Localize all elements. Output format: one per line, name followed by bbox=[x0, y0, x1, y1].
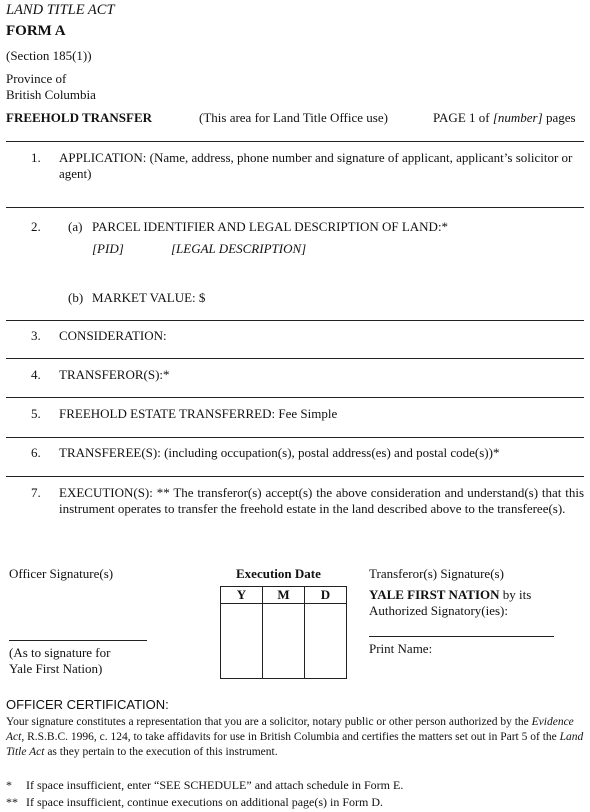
day-header: D bbox=[305, 587, 347, 604]
form-title: FORM A bbox=[6, 23, 66, 39]
section-number: 7. bbox=[31, 485, 41, 500]
act-title: LAND TITLE ACT bbox=[6, 2, 115, 18]
divider bbox=[6, 476, 584, 477]
certification-text bbox=[6, 715, 586, 760]
section-number: 2. bbox=[31, 219, 41, 234]
year-header: Y bbox=[221, 587, 263, 604]
day-cell[interactable] bbox=[305, 604, 347, 679]
footnote-1-mark: * bbox=[6, 778, 12, 792]
section-text: TRANSFEROR(S):* bbox=[59, 367, 170, 382]
evidence-act-ref: Evidence Act bbox=[6, 716, 574, 743]
page-suffix: pages bbox=[542, 110, 576, 125]
land-title-act-ref: Land Title Act bbox=[6, 731, 584, 758]
divider bbox=[6, 397, 584, 398]
section-number: 4. bbox=[31, 367, 41, 382]
certification-text-1: Your signature constitutes a representation that you are a solicitor, notary public or other person authorized by the bbox=[6, 716, 532, 728]
execution-date-label: Execution Date bbox=[236, 566, 321, 581]
section-text: CONSIDERATION: bbox=[59, 328, 167, 343]
document-title: FREEHOLD TRANSFER bbox=[6, 110, 153, 125]
transferor-signature-line bbox=[369, 636, 554, 637]
section-number: 5. bbox=[31, 406, 41, 421]
section-number: 6. bbox=[31, 445, 41, 460]
sub-label-b: (b) bbox=[68, 290, 84, 305]
transferor-name: YALE FIRST NATION bbox=[369, 587, 500, 602]
officer-note-line-1: (As to signature for bbox=[9, 645, 111, 660]
divider bbox=[6, 141, 584, 142]
officer-signature-line bbox=[9, 640, 147, 641]
section-text: EXECUTION(S): ** The transferor(s) accept(s) the above consideration and understand(s) that this instrument operates to transfer the freehold estate in the land described above to the transferee(s). bbox=[59, 485, 584, 516]
month-header: M bbox=[263, 587, 305, 604]
officer-signature-label: Officer Signature(s) bbox=[9, 566, 114, 581]
page-number-placeholder: [number] bbox=[492, 110, 543, 125]
certification-text-2: , R.S.B.C. 1996, c. 124, to take affidavits for use in British Columbia and certifies the matters set out in Part 5 of the bbox=[21, 731, 560, 743]
divider bbox=[6, 207, 584, 208]
page-prefix: PAGE 1 of bbox=[433, 110, 493, 125]
authorized-signatory-label: Authorized Signatory(ies): bbox=[369, 603, 508, 618]
divider bbox=[6, 358, 584, 359]
footnote-2-mark: ** bbox=[6, 795, 18, 809]
officer-note-line-2: Yale First Nation) bbox=[9, 661, 103, 676]
certification-title: OFFICER CERTIFICATION: bbox=[6, 697, 169, 712]
section-number: 1. bbox=[31, 150, 41, 165]
certification-text-3: as they pertain to the execution of this instrument. bbox=[44, 746, 278, 758]
execution-date-table bbox=[220, 586, 347, 679]
section-parcel bbox=[31, 219, 584, 309]
pid-placeholder: [PID] bbox=[92, 241, 124, 256]
section-text: TRANSFEREE(S): (including occupation(s), postal address(es) and postal code(s))* bbox=[59, 445, 500, 460]
section-number: 3. bbox=[31, 328, 41, 343]
province-line-1: Province of bbox=[6, 71, 67, 86]
transferor-signature-label: Transferor(s) Signature(s) bbox=[369, 566, 504, 581]
parcel-heading: PARCEL IDENTIFIER AND LEGAL DESCRIPTION OF LAND:* bbox=[92, 219, 449, 234]
market-value-label: MARKET VALUE: $ bbox=[92, 290, 206, 305]
section-text: FREEHOLD ESTATE TRANSFERRED: Fee Simple bbox=[59, 406, 338, 421]
sub-label-a: (a) bbox=[68, 219, 83, 234]
year-cell[interactable] bbox=[221, 604, 263, 679]
print-name-label: Print Name: bbox=[369, 641, 433, 656]
section-text: APPLICATION: (Name, address, phone number and signature of applicant, applicant’s solicitor or agent) bbox=[59, 150, 573, 181]
month-cell[interactable] bbox=[263, 604, 305, 679]
divider bbox=[6, 437, 584, 438]
page-count bbox=[433, 110, 576, 126]
footnote-2-text: If space insufficient, continue executions on additional page(s) in Form D. bbox=[26, 795, 384, 809]
office-use-note: (This area for Land Title Office use) bbox=[199, 110, 388, 125]
section-reference: (Section 185(1)) bbox=[6, 48, 92, 63]
divider bbox=[6, 320, 584, 321]
transferor-by: by its bbox=[499, 587, 532, 602]
province-line-2: British Columbia bbox=[6, 87, 96, 102]
footnote-1-text: If space insufficient, enter “SEE SCHEDULE” and attach schedule in Form E. bbox=[26, 778, 404, 792]
transferor-name-line bbox=[369, 587, 531, 603]
legal-description-placeholder: [LEGAL DESCRIPTION] bbox=[171, 241, 307, 256]
